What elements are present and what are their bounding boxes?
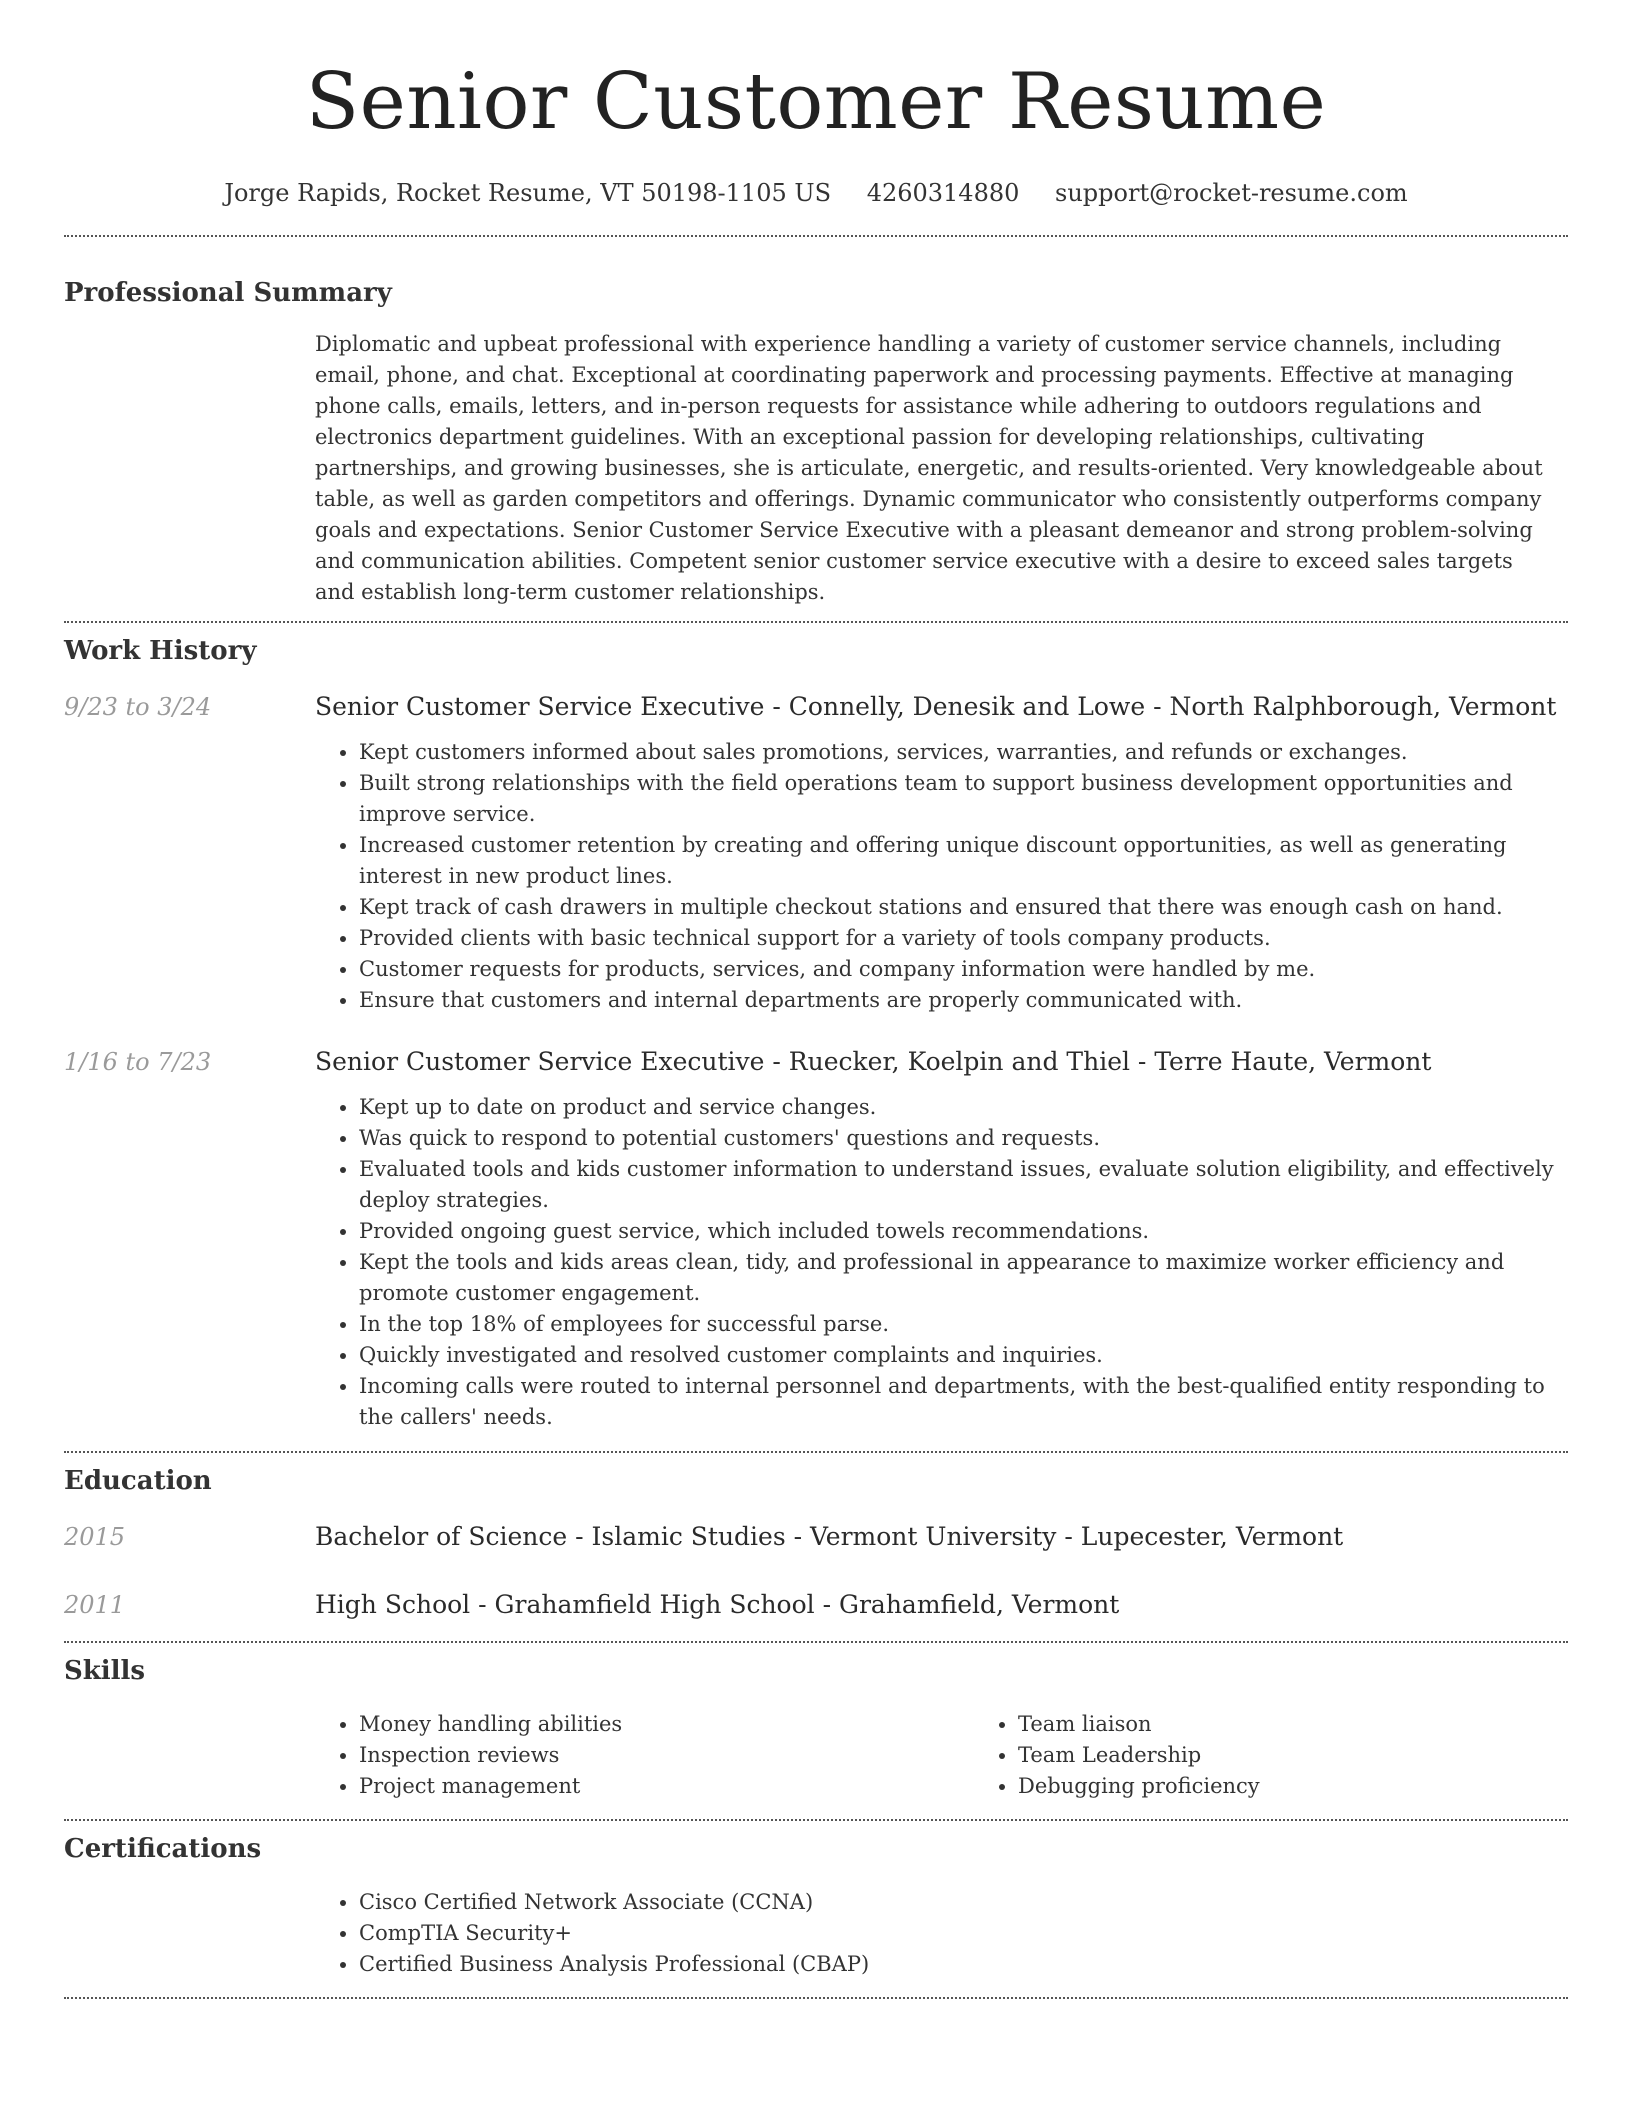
list-item: • Quickly investigated and resolved customer complaints and inquiries. xyxy=(359,1340,1568,1371)
list-item: • Provided ongoing guest service, which included towels recommendations. xyxy=(359,1216,1568,1247)
list-item: • Provided clients with basic technical support for a variety of tools company products. xyxy=(359,923,1568,954)
list-item: • Money handling abilities xyxy=(359,1709,974,1740)
list-item: • Increased customer retention by creating and offering unique discount opportunities, as well as generating interest in new product lines. xyxy=(359,830,1568,892)
divider xyxy=(64,235,1568,237)
list-item: • Built strong relationships with the field operations team to support business development opportunities and improve service. xyxy=(359,768,1568,830)
contact-phone: 4260314880 xyxy=(866,179,1020,207)
section-title-skills: Skills xyxy=(64,1656,146,1686)
list-item: • Was quick to respond to potential customers' questions and requests. xyxy=(359,1123,1568,1154)
resume-page xyxy=(64,0,1568,1999)
job-entry xyxy=(64,1046,1568,1433)
education-year: 2015 xyxy=(64,1523,126,1551)
list-item: • Kept up to date on product and service changes. xyxy=(359,1092,1568,1123)
skills-column xyxy=(315,1709,974,1802)
contact-address: Jorge Rapids, Rocket Resume, VT 50198-1105 US xyxy=(224,179,832,207)
list-item: • Certified Business Analysis Professional (CBAP) xyxy=(359,1949,1568,1980)
list-item: • Kept the tools and kids areas clean, tidy, and professional in appearance to maximize worker efficiency and promote customer engagement. xyxy=(359,1247,1568,1309)
list-item: • In the top 18% of employees for successful parse. xyxy=(359,1309,1568,1340)
education-detail: Bachelor of Science - Islamic Studies - Vermont University - Lupecester, Vermont xyxy=(315,1522,1344,1551)
education-entry xyxy=(64,1521,1568,1553)
contact-email: support@rocket-resume.com xyxy=(1055,179,1408,207)
certifications-list xyxy=(315,1887,1568,1980)
education-entry xyxy=(64,1589,1568,1621)
job-entry xyxy=(64,691,1568,1016)
list-item: • Team Leadership xyxy=(1018,1740,1632,1771)
job-dates: 1/16 to 7/23 xyxy=(64,1048,212,1076)
divider xyxy=(64,1997,1568,1999)
list-item: • Ensure that customers and internal departments are properly communicated with. xyxy=(359,985,1568,1016)
list-item: • Customer requests for products, services, and company information were handled by me. xyxy=(359,954,1568,985)
list-item: • Kept track of cash drawers in multiple checkout stations and ensured that there was enough cash on hand. xyxy=(359,892,1568,923)
section-title-education: Education xyxy=(64,1466,212,1496)
job-bullets xyxy=(315,1092,1568,1433)
summary-text: Diplomatic and upbeat professional with experience handling a variety of customer service channels, including email, phone, and chat. Exceptional at coordinating paperwork and processing payments. Effective at managing phone calls, emails, letters, and in-person requests for assistance while adhering to outdoors regulations and electronics department guidelines. With an exceptional passion for developing relationships, cultivating partnerships, and growing businesses, she is articulate, energetic, and results-oriented. Very knowledgeable about table, as well as garden competitors and offerings. Dynamic communicator who consistently outperforms company goals and expectations. Senior Customer Service Executive with a pleasant demeanor and strong problem-solving and communication abilities. Competent senior customer service executive with a desire to exceed sales targets and establish long-term customer relationships. xyxy=(315,332,1543,604)
section-title-certifications: Certifications xyxy=(64,1834,262,1864)
list-item: • Project management xyxy=(359,1771,974,1802)
skills-list xyxy=(315,1709,1632,1802)
job-title: Senior Customer Service Executive - Ruecker, Koelpin and Thiel - Terre Haute, Vermont xyxy=(315,1047,1432,1076)
list-item: • Evaluated tools and kids customer information to understand issues, evaluate solution eligibility, and effectively deploy strategies. xyxy=(359,1154,1568,1216)
divider xyxy=(64,1819,1568,1821)
list-item: • Cisco Certified Network Associate (CCNA) xyxy=(359,1887,1568,1918)
education-detail: High School - Grahamfield High School - Grahamfield, Vermont xyxy=(315,1590,1120,1619)
education-year: 2011 xyxy=(64,1591,126,1619)
divider xyxy=(64,1641,1568,1643)
section-title-work-history: Work History xyxy=(64,636,257,666)
job-bullets xyxy=(315,737,1568,1016)
list-item: • Debugging proficiency xyxy=(1018,1771,1632,1802)
section-title-summary: Professional Summary xyxy=(64,278,392,308)
list-item: • Team liaison xyxy=(1018,1709,1632,1740)
contact-line xyxy=(64,176,1568,210)
list-item: • Inspection reviews xyxy=(359,1740,974,1771)
divider xyxy=(64,1451,1568,1453)
divider xyxy=(64,621,1568,623)
list-item: • Kept customers informed about sales promotions, services, warranties, and refunds or exchanges. xyxy=(359,737,1568,768)
list-item: • Incoming calls were routed to internal personnel and departments, with the best-qualified entity responding to the callers' needs. xyxy=(359,1371,1568,1433)
skills-column xyxy=(974,1709,1632,1802)
job-dates: 9/23 to 3/24 xyxy=(64,693,212,721)
job-title: Senior Customer Service Executive - Connelly, Denesik and Lowe - North Ralphborough, Vermont xyxy=(315,692,1557,721)
list-item: • CompTIA Security+ xyxy=(359,1918,1568,1949)
resume-title: Senior Customer Resume xyxy=(305,57,1327,147)
